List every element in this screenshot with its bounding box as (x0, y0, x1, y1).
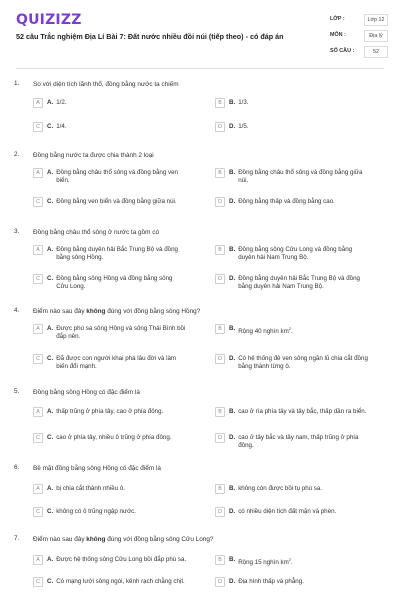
option-text: Đồng bằng châu thổ sông và đồng bằng ven biển. (56, 169, 178, 185)
option-box: D (215, 274, 225, 284)
option-box: D (215, 433, 225, 443)
option-letter: B. (229, 169, 236, 176)
meta-row-grade (330, 14, 392, 30)
option-text: cao ở tây bắc và tây nam, thấp trũng ở phía đông. (238, 434, 359, 450)
option-box: B (215, 324, 225, 334)
option-c[interactable] (33, 197, 186, 217)
option-text: thấp trũng ở phía tây, cao ở phía đông. (56, 408, 164, 415)
option-box: B (215, 555, 225, 565)
option-text: có nhiều diện tích đất mặn và phèn. (238, 508, 337, 515)
option-box: A (33, 484, 43, 494)
option-box: A (33, 407, 43, 417)
option-text: Được hệ thống sông Cửu Long bồi đắp phù sa. (56, 556, 187, 563)
option-text: Rộng 15 nghìn $km^2$. (238, 557, 293, 567)
option-letter: C. (47, 355, 54, 362)
question-text: Đồng bằng châu thổ sông ở nước ta gồm có (33, 229, 159, 236)
option-box: A (33, 168, 43, 178)
option-letter: A. (47, 99, 54, 106)
question-text: Bề mặt đồng bằng sông Hồng có đặc điểm là (33, 465, 161, 472)
option-text: Đồng bằng ven biển và đồng bằng giữa núi. (56, 198, 177, 205)
option-text: 1/2. (56, 99, 67, 106)
option-text: không có ô trũng ngập nước. (56, 508, 136, 515)
meta-row-count (330, 46, 392, 62)
option-box: A (33, 245, 43, 255)
option-b[interactable] (215, 407, 368, 427)
option-letter: C. (47, 508, 54, 515)
option-d[interactable] (215, 433, 368, 453)
option-letter: B. (229, 99, 236, 106)
option-box: C (33, 507, 43, 517)
option-a[interactable] (33, 407, 186, 427)
option-box: D (215, 354, 225, 364)
option-text: 1/3. (238, 99, 249, 106)
option-box: D (215, 577, 225, 587)
question-text: Điểm nào sau đây không đúng với đồng bằng sông Cửu Long? (33, 536, 214, 543)
option-text: Rộng 40 nghìn $km^2$. (238, 326, 293, 336)
option-letter: A. (47, 408, 54, 415)
header-divider (16, 68, 384, 69)
question-number: 3. (14, 228, 20, 235)
option-c[interactable] (33, 274, 186, 294)
option-text: cao ở rìa phía tây và tây bắc, thấp dần ra biển. (238, 408, 367, 415)
option-a[interactable] (33, 98, 186, 118)
option-text: Có mạng lưới sông ngòi, kênh rạch chằng chịt. (56, 578, 185, 585)
option-box: B (215, 168, 225, 178)
option-box: B (215, 484, 225, 494)
option-a[interactable] (33, 484, 186, 504)
option-letter: C. (47, 578, 54, 585)
option-d[interactable] (215, 507, 368, 527)
question-number: 1. (14, 80, 20, 87)
option-c[interactable] (33, 354, 186, 374)
meta-value: Lớp 12 (364, 14, 388, 26)
option-box: C (33, 354, 43, 364)
option-a[interactable] (33, 245, 186, 265)
option-letter: D. (229, 434, 236, 441)
option-letter: D. (229, 275, 236, 282)
option-text: Đồng bằng châu thổ sông và đồng bằng giữa núi. (238, 169, 363, 185)
option-text: Đồng bằng duyên hải Bắc Trung Bộ và đồng bằng sông Hồng. (56, 246, 178, 262)
option-d[interactable] (215, 122, 368, 142)
option-c[interactable] (33, 507, 186, 527)
option-text: cao ở phía tây, nhiều ô trũng ở phía đông. (56, 434, 172, 441)
option-text: 1/4. (56, 123, 67, 130)
meta-value: Địa lý (364, 30, 388, 42)
option-letter: C. (47, 434, 54, 441)
option-box: A (33, 98, 43, 108)
meta-row-subject (330, 30, 392, 46)
meta-label: MÔN : (330, 32, 346, 38)
option-letter: B. (229, 556, 236, 563)
question-text: So với diện tích lãnh thổ, đồng bằng nước ta chiếm (33, 81, 179, 88)
option-letter: D. (229, 508, 236, 515)
option-c[interactable] (33, 122, 186, 142)
option-letter: B. (229, 408, 236, 415)
option-text: Đồng bằng duyên hải Bắc Trung Bộ và đồng bằng duyên hải Nam Trung Bộ. (238, 275, 360, 291)
option-text: Đồng bằng sông Cửu Long và đồng bằng duyên hải Nam Trung Bộ. (238, 246, 353, 262)
option-c[interactable] (33, 433, 186, 453)
meta-value: 52 (364, 46, 388, 58)
option-letter: C. (47, 123, 54, 130)
option-box: C (33, 577, 43, 587)
option-text: Đồng bằng thấp và đồng bằng cao. (238, 198, 335, 205)
option-letter: A. (47, 325, 54, 332)
option-letter: B. (229, 325, 236, 332)
option-b[interactable] (215, 555, 368, 575)
option-text: không còn được bồi tụ phù sa. (238, 485, 323, 492)
option-b[interactable] (215, 245, 368, 265)
option-letter: D. (229, 198, 236, 205)
page-header (0, 0, 400, 68)
option-letter: A. (47, 556, 54, 563)
option-text: bị chia cắt thành nhiều ô. (56, 485, 125, 492)
option-box: D (215, 197, 225, 207)
quizizz-logo: QUIZIZZ (16, 12, 82, 28)
option-text: Được phù sa sông Hồng và sông Thái Bình bồi đắp nên. (56, 325, 186, 341)
option-d[interactable] (215, 354, 368, 374)
option-b[interactable] (215, 98, 368, 118)
option-c[interactable] (33, 577, 186, 597)
option-b[interactable] (215, 484, 368, 504)
option-box: A (33, 324, 43, 334)
question-text: Đồng bằng nước ta được chia thành 2 loại (33, 152, 154, 159)
option-box: B (215, 98, 225, 108)
option-letter: D. (229, 123, 236, 130)
question-number: 7. (14, 535, 20, 542)
option-box: B (215, 245, 225, 255)
option-text: Đã được con người khai phá lâu đời và làm biến đổi mạnh. (56, 355, 177, 371)
question-number: 5. (14, 388, 20, 395)
page-title: 52 câu Trắc nghiệm Địa Lí Bài 7: Đất nước nhiều đồi núi (tiếp theo) - có đáp án (16, 32, 284, 41)
option-text: Đồng bằng sông Hồng và đồng bằng sông Cửu Long. (56, 275, 173, 291)
meta-panel (330, 14, 392, 62)
option-box: C (33, 274, 43, 284)
meta-label: LỚP : (330, 16, 345, 22)
question-number: 6. (14, 464, 20, 471)
option-letter: A. (47, 485, 54, 492)
question-number: 2. (14, 151, 20, 158)
option-box: C (33, 122, 43, 132)
option-d[interactable] (215, 197, 368, 217)
option-text: Địa hình thấp và phẳng. (238, 578, 304, 585)
option-letter: D. (229, 355, 236, 362)
option-b[interactable] (215, 168, 368, 188)
meta-label: SỐ CÂU : (330, 48, 355, 54)
option-letter: B. (229, 246, 236, 253)
option-box: B (215, 407, 225, 417)
option-letter: C. (47, 198, 54, 205)
option-text: Có hệ thống đê ven sông ngăn lũ chia cắt đồng bằng thành từng ô. (238, 355, 368, 371)
option-d[interactable] (215, 577, 368, 597)
option-letter: A. (47, 169, 54, 176)
question-number: 4. (14, 307, 20, 314)
question-text: Đồng bằng sông Hồng có đặc điểm là (33, 389, 140, 396)
option-box: C (33, 433, 43, 443)
option-b[interactable] (215, 324, 368, 344)
option-box: D (215, 507, 225, 517)
option-a[interactable] (33, 168, 186, 188)
option-letter: C. (47, 275, 54, 282)
option-letter: A. (47, 246, 54, 253)
option-letter: D. (229, 578, 236, 585)
option-box: A (33, 555, 43, 565)
option-a[interactable] (33, 324, 186, 344)
option-text: 1/5. (238, 123, 249, 130)
option-box: D (215, 122, 225, 132)
question-text: Điểm nào sau đây không đúng với đồng bằng sông Hồng? (33, 308, 201, 315)
option-a[interactable] (33, 555, 186, 575)
option-box: C (33, 197, 43, 207)
option-d[interactable] (215, 274, 368, 294)
option-letter: B. (229, 485, 236, 492)
